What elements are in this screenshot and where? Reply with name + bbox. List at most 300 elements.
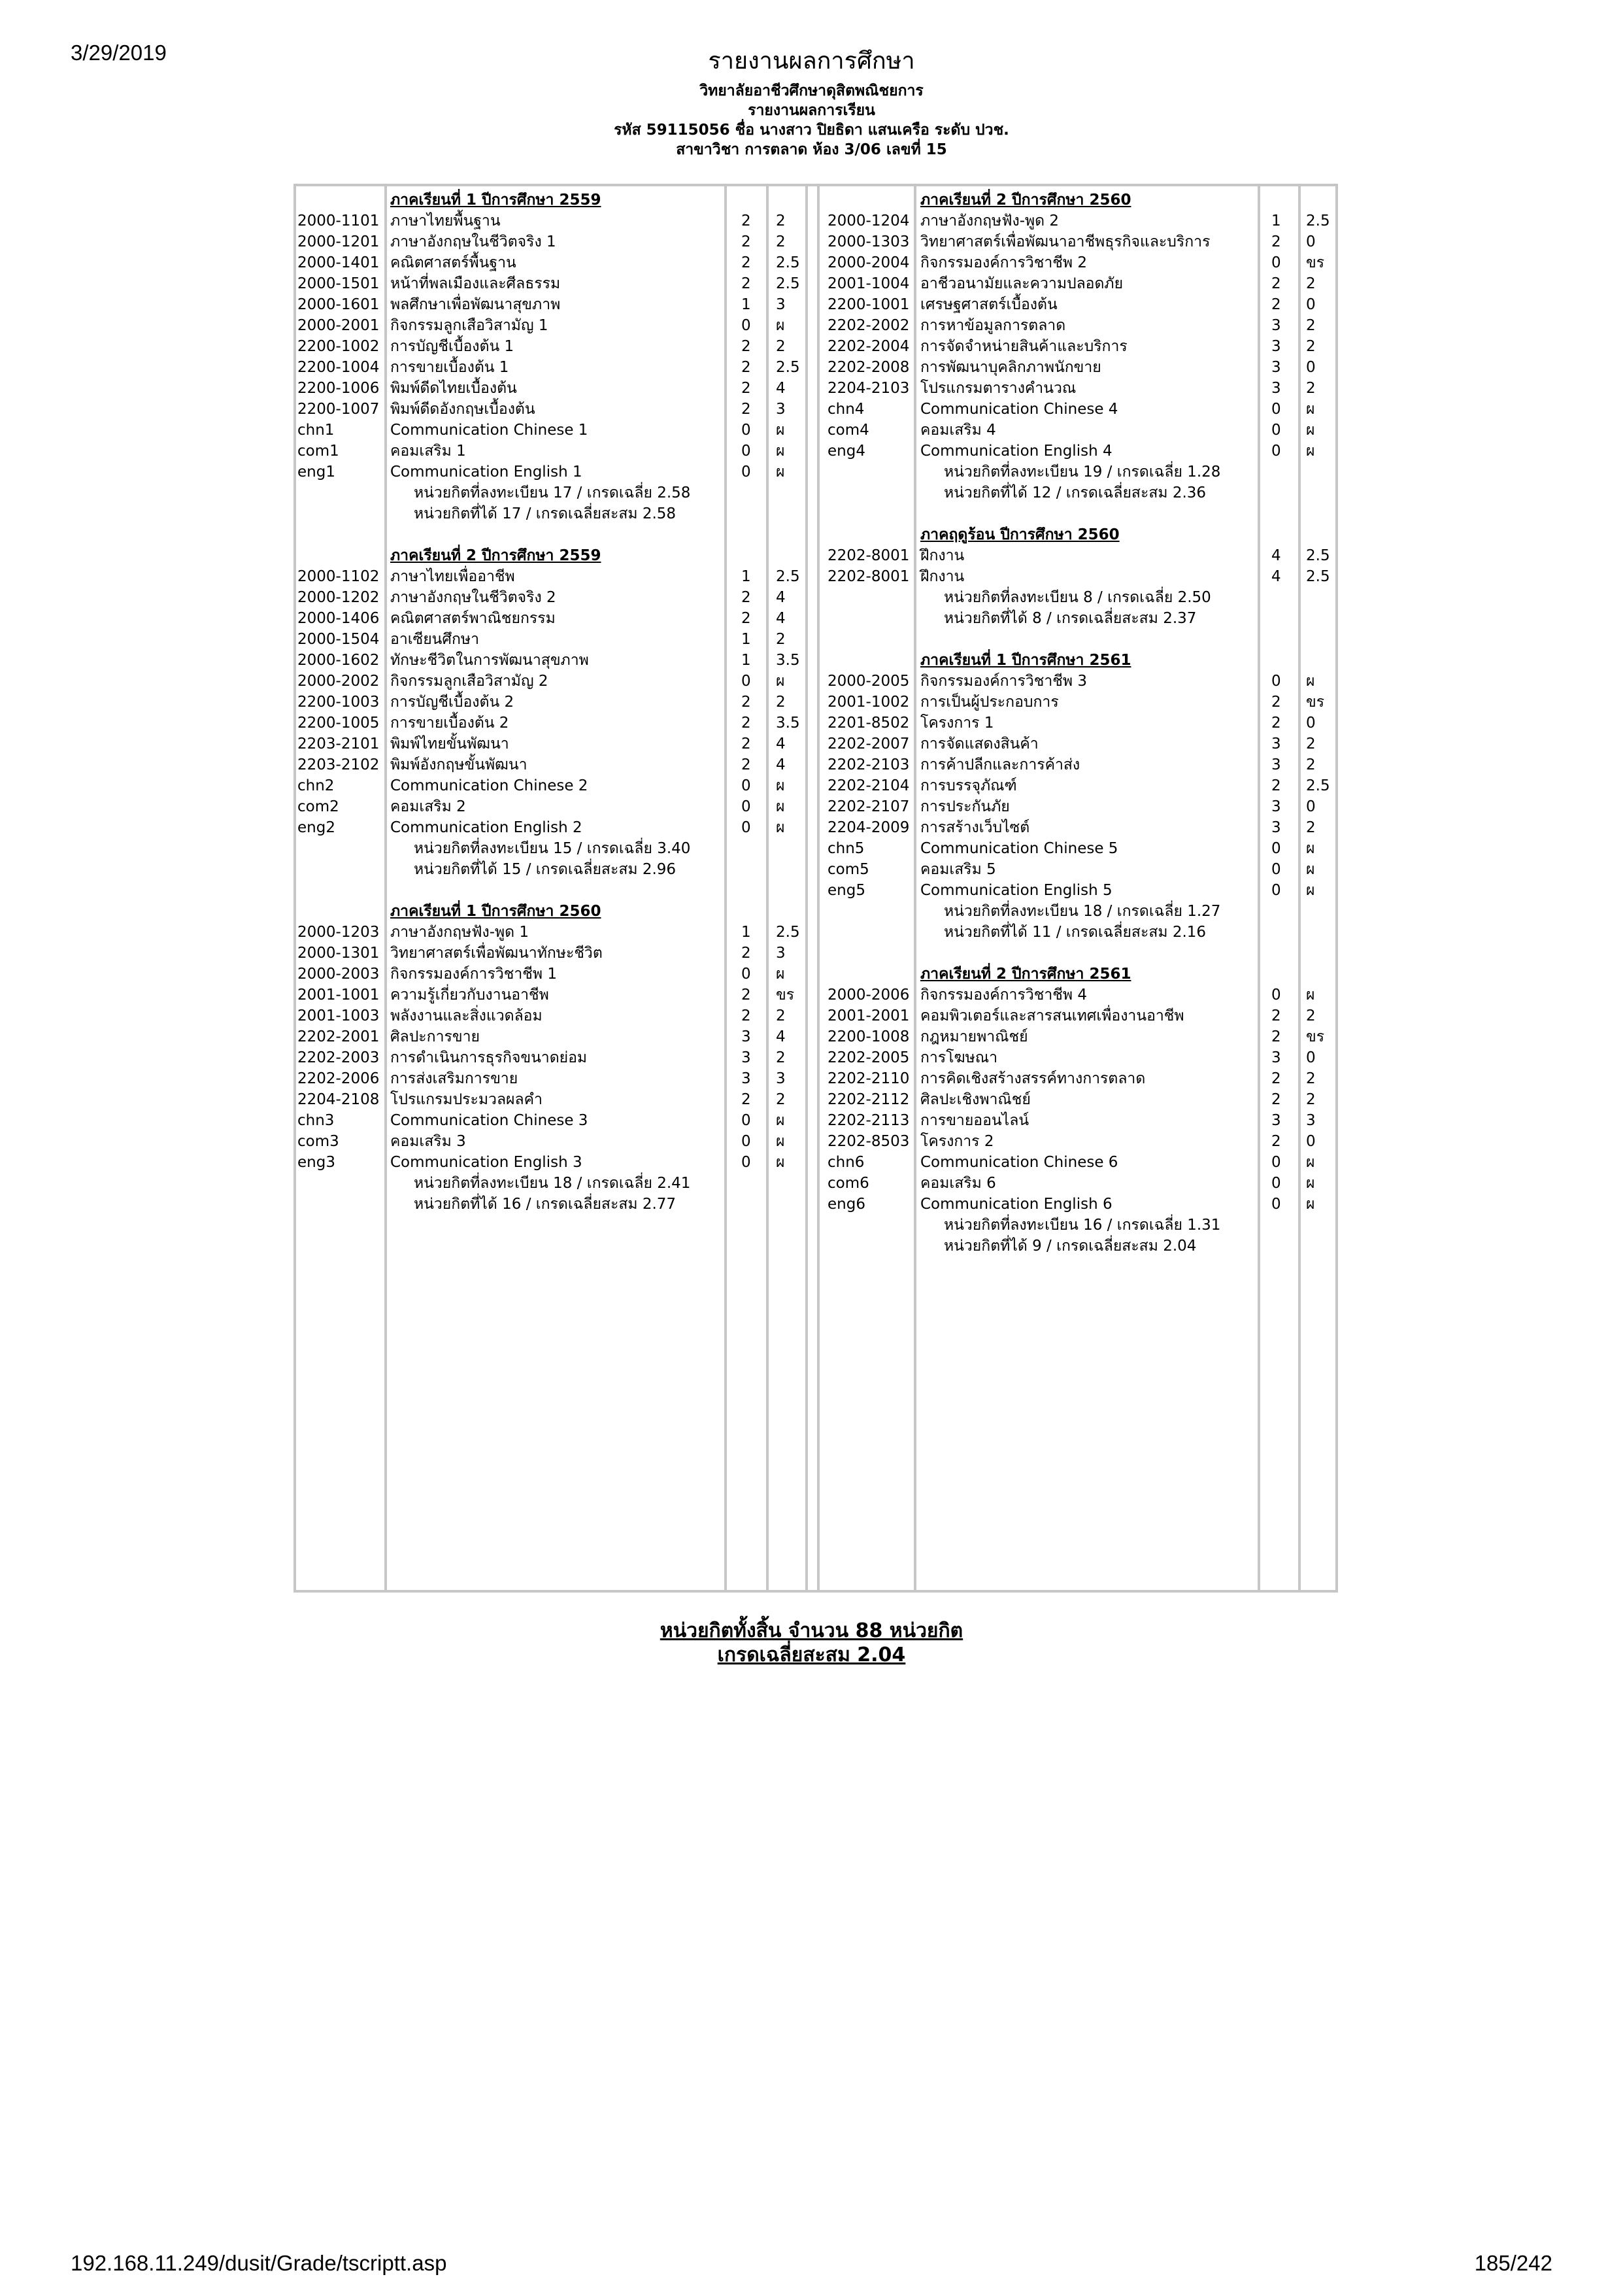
course-name: ภาษาอังกฤษฟัง-พูด 2 xyxy=(920,212,1060,229)
course-code: 2202-8503 xyxy=(828,1133,910,1150)
course-credit: 0 xyxy=(1271,401,1281,418)
course-name: Communication English 5 xyxy=(920,882,1113,899)
course-grade: ผ xyxy=(1306,861,1315,878)
semester-summary xyxy=(297,1194,807,1215)
course-code: 2203-2101 xyxy=(297,735,380,752)
course-name: Communication English 2 xyxy=(390,819,582,836)
course-row xyxy=(828,880,1337,901)
semester-summary-text: หน่วยกิตที่ได้ 17 / เกรดเฉลี่ยสะสม 2.58 xyxy=(414,505,677,522)
course-grade: 2.5 xyxy=(1306,777,1330,794)
course-credit: 2 xyxy=(1271,694,1281,711)
course-credit: 2 xyxy=(1271,1091,1281,1108)
semester-summary-text: หน่วยกิตที่ลงทะเบียน 19 / เกรดเฉลี่ย 1.28 xyxy=(944,464,1221,481)
course-row xyxy=(828,1194,1337,1215)
course-name: Communication English 3 xyxy=(390,1154,582,1171)
course-grade: 2 xyxy=(776,694,786,711)
course-grade: 0 xyxy=(1306,359,1316,376)
course-grade: ผ xyxy=(1306,987,1315,1004)
course-name: กิจกรรมองค์การวิชาชีพ 3 xyxy=(920,673,1087,690)
course-code: 2202-2008 xyxy=(828,359,910,376)
course-code: chn3 xyxy=(297,1112,335,1129)
course-grade: 2.5 xyxy=(776,275,800,292)
semester-title xyxy=(297,901,807,922)
course-code: eng6 xyxy=(828,1196,865,1213)
course-credit: 2 xyxy=(741,735,751,752)
course-code: eng1 xyxy=(297,464,335,481)
page-number: 185/242 xyxy=(1474,2251,1552,2275)
course-name: ทักษะชีวิตในการพัฒนาสุขภาพ xyxy=(390,652,589,669)
course-code: chn4 xyxy=(828,401,865,418)
course-credit: 2 xyxy=(1271,777,1281,794)
course-name: อาเซียนศึกษา xyxy=(390,631,480,648)
course-row xyxy=(297,378,807,399)
course-row xyxy=(297,943,807,964)
course-name: การขายออนไลน์ xyxy=(920,1112,1029,1129)
course-code: 2200-1008 xyxy=(828,1028,910,1045)
course-row xyxy=(828,1110,1337,1131)
course-grade: 2 xyxy=(776,233,786,250)
course-credit: 0 xyxy=(741,464,751,481)
course-name: คอมเสริม 5 xyxy=(920,861,996,878)
total-gpa: เกรดเฉลี่ยสะสม 2.04 xyxy=(717,1644,906,1666)
course-credit: 0 xyxy=(1271,422,1281,439)
course-code: 2204-2103 xyxy=(828,380,910,397)
course-name: การบัญชีเบื้องต้น 2 xyxy=(390,694,514,711)
course-name: วิทยาศาสตร์เพื่อพัฒนาทักษะชีวิต xyxy=(390,945,603,962)
course-grade: ผ xyxy=(1306,422,1315,439)
course-row xyxy=(297,231,807,252)
semester-summary xyxy=(828,462,1337,482)
course-credit: 3 xyxy=(741,1070,751,1087)
course-name: ฝึกงาน xyxy=(920,568,965,585)
semester-summary-text: หน่วยกิตที่ลงทะเบียน 8 / เกรดเฉลี่ย 2.50 xyxy=(944,589,1211,606)
course-name: การส่งเสริมการขาย xyxy=(390,1070,518,1087)
course-row xyxy=(297,1110,807,1131)
course-credit: 0 xyxy=(1271,840,1281,857)
course-code: chn1 xyxy=(297,422,335,439)
course-code: chn6 xyxy=(828,1154,865,1171)
course-row xyxy=(828,754,1337,775)
course-grade: ผ xyxy=(1306,1175,1315,1192)
course-grade: ผ xyxy=(776,798,785,815)
semester-summary xyxy=(297,838,807,859)
course-row xyxy=(297,985,807,1005)
course-row xyxy=(828,231,1337,252)
course-grade: ผ xyxy=(776,464,785,481)
course-credit: 2 xyxy=(741,212,751,229)
course-code: 2000-1501 xyxy=(297,275,380,292)
course-credit: 2 xyxy=(741,359,751,376)
course-grade: 3 xyxy=(1306,1112,1316,1129)
course-code: 2202-2004 xyxy=(828,338,910,355)
course-row xyxy=(828,315,1337,336)
course-row xyxy=(828,1131,1337,1152)
course-name: ศิลปะเชิงพาณิชย์ xyxy=(920,1091,1031,1108)
course-grade: ผ xyxy=(776,1112,785,1129)
course-code: 2202-2107 xyxy=(828,798,910,815)
semester-summary xyxy=(297,1173,807,1194)
course-name: กิจกรรมลูกเสือวิสามัญ 2 xyxy=(390,673,548,690)
course-code: 2001-1004 xyxy=(828,275,910,292)
course-credit: 0 xyxy=(741,819,751,836)
course-credit: 2 xyxy=(1271,1133,1281,1150)
col-divider xyxy=(817,184,820,1593)
report-name: รายงานผลการเรียน xyxy=(748,102,875,119)
course-name: กิจกรรมลูกเสือวิสามัญ 1 xyxy=(390,317,548,334)
student-info: รหัส 59115056 ชื่อ นางสาว ปิยธิดา แสนเครือ ระดับ ปวช. xyxy=(614,122,1009,139)
course-grade: 2.5 xyxy=(776,359,800,376)
course-grade: 4 xyxy=(776,756,786,773)
course-grade: 2.5 xyxy=(1306,568,1330,585)
course-name: กิจกรรมองค์การวิชาชีพ 2 xyxy=(920,254,1087,271)
course-code: 2000-2003 xyxy=(297,966,380,983)
course-grade: 0 xyxy=(1306,1133,1316,1150)
semester-title-text: ภาคเรียนที่ 1 ปีการศึกษา 2561 xyxy=(920,652,1131,669)
course-grade: 4 xyxy=(776,589,786,606)
course-grade: 2.5 xyxy=(1306,212,1330,229)
course-code: 2201-8502 xyxy=(828,715,910,732)
course-code: chn2 xyxy=(297,777,335,794)
course-grade: 0 xyxy=(1306,798,1316,815)
course-name: พิมพ์ดีดไทยเบื้องต้น xyxy=(390,380,517,397)
spacer xyxy=(297,880,807,901)
course-grade: 0 xyxy=(1306,233,1316,250)
course-row xyxy=(297,252,807,273)
semester-title-text: ภาคฤดูร้อน ปีการศึกษา 2560 xyxy=(920,526,1120,543)
course-code: com3 xyxy=(297,1133,339,1150)
semester-summary xyxy=(828,1236,1337,1257)
course-code: eng5 xyxy=(828,882,865,899)
course-grade: ผ xyxy=(776,422,785,439)
course-code: com6 xyxy=(828,1175,869,1192)
course-name: Communication Chinese 2 xyxy=(390,777,588,794)
course-grade: ผ xyxy=(776,1133,785,1150)
course-name: ศิลปะการขาย xyxy=(390,1028,480,1045)
course-code: 2203-2102 xyxy=(297,756,380,773)
course-code: 2202-2001 xyxy=(297,1028,380,1045)
course-row xyxy=(828,273,1337,294)
course-grade: 2 xyxy=(776,1007,786,1024)
course-row xyxy=(297,922,807,943)
course-grade: ผ xyxy=(776,443,785,460)
course-code: 2202-2110 xyxy=(828,1070,910,1087)
course-code: 2000-1303 xyxy=(828,233,910,250)
course-row xyxy=(297,650,807,671)
course-name: การคิดเชิงสร้างสรรค์ทางการตลาด xyxy=(920,1070,1146,1087)
course-credit: 2 xyxy=(741,756,751,773)
course-credit: 2 xyxy=(741,715,751,732)
spacer xyxy=(828,503,1337,524)
course-credit: 0 xyxy=(741,1133,751,1150)
course-code: 2000-2001 xyxy=(297,317,380,334)
course-code: 2000-1301 xyxy=(297,945,380,962)
course-name: Communication Chinese 3 xyxy=(390,1112,588,1129)
course-grade: 2 xyxy=(1306,1091,1316,1108)
course-name: พิมพ์ดีดอังกฤษเบื้องต้น xyxy=(390,401,535,418)
course-credit: 4 xyxy=(1271,568,1281,585)
course-code: 2001-1001 xyxy=(297,987,380,1004)
course-grade: 2 xyxy=(1306,380,1316,397)
course-credit: 3 xyxy=(1271,819,1281,836)
course-grade: 2.5 xyxy=(776,254,800,271)
course-credit: 2 xyxy=(741,401,751,418)
course-row xyxy=(297,692,807,713)
course-row xyxy=(828,1089,1337,1110)
course-grade: 3 xyxy=(776,296,786,313)
course-credit: 0 xyxy=(1271,987,1281,1004)
course-credit: 3 xyxy=(741,1028,751,1045)
course-row xyxy=(297,796,807,817)
course-code: com2 xyxy=(297,798,339,815)
course-row xyxy=(297,1131,807,1152)
course-name: คอมเสริม 4 xyxy=(920,422,996,439)
semester-title-text: ภาคเรียนที่ 1 ปีการศึกษา 2560 xyxy=(390,903,601,920)
course-code: 2000-1202 xyxy=(297,589,380,606)
course-row xyxy=(828,336,1337,357)
course-grade: 2 xyxy=(776,631,786,648)
course-row xyxy=(297,1026,807,1047)
course-name: การเป็นผู้ประกอบการ xyxy=(920,694,1059,711)
course-name: โครงการ 2 xyxy=(920,1133,994,1150)
course-row xyxy=(297,399,807,420)
course-row xyxy=(297,629,807,650)
semester-summary-text: หน่วยกิตที่ได้ 12 / เกรดเฉลี่ยสะสม 2.36 xyxy=(944,484,1207,501)
course-grade: 2.5 xyxy=(776,568,800,585)
course-row xyxy=(297,713,807,734)
course-row xyxy=(297,315,807,336)
course-grade: 2.5 xyxy=(776,924,800,941)
course-code: 2000-1102 xyxy=(297,568,380,585)
course-name: การพัฒนาบุคลิกภาพนักขาย xyxy=(920,359,1101,376)
course-code: 2202-2103 xyxy=(828,756,910,773)
semester-title-text: ภาคเรียนที่ 2 ปีการศึกษา 2560 xyxy=(920,192,1131,209)
course-grade: 4 xyxy=(776,610,786,627)
course-name: Communication English 1 xyxy=(390,464,582,481)
course-row xyxy=(828,399,1337,420)
course-credit: 2 xyxy=(1271,233,1281,250)
course-credit: 0 xyxy=(741,777,751,794)
course-code: 2202-2002 xyxy=(828,317,910,334)
course-code: 2200-1005 xyxy=(297,715,380,732)
course-credit: 0 xyxy=(741,673,751,690)
course-row xyxy=(828,252,1337,273)
course-credit: 2 xyxy=(741,380,751,397)
course-credit: 0 xyxy=(1271,861,1281,878)
course-row xyxy=(297,211,807,231)
course-name: คอมเสริม 3 xyxy=(390,1133,466,1150)
course-grade: ผ xyxy=(1306,401,1315,418)
course-credit: 2 xyxy=(741,233,751,250)
course-row xyxy=(828,441,1337,462)
course-row xyxy=(297,1047,807,1068)
course-code: 2202-2104 xyxy=(828,777,910,794)
course-row xyxy=(828,1068,1337,1089)
course-row xyxy=(828,692,1337,713)
course-code: 2000-2002 xyxy=(297,673,380,690)
semester-summary xyxy=(828,608,1337,629)
course-grade: ผ xyxy=(1306,1196,1315,1213)
course-credit: 0 xyxy=(741,966,751,983)
course-row xyxy=(297,734,807,754)
course-credit: 3 xyxy=(1271,735,1281,752)
course-credit: 0 xyxy=(1271,1154,1281,1171)
course-credit: 1 xyxy=(741,652,751,669)
course-credit: 2 xyxy=(741,338,751,355)
course-credit: 0 xyxy=(1271,443,1281,460)
course-credit: 0 xyxy=(1271,673,1281,690)
course-credit: 2 xyxy=(741,945,751,962)
course-name: Communication Chinese 5 xyxy=(920,840,1118,857)
course-code: 2000-1101 xyxy=(297,212,380,229)
course-grade: 3 xyxy=(776,401,786,418)
course-name: Communication English 4 xyxy=(920,443,1113,460)
course-credit: 2 xyxy=(741,694,751,711)
course-credit: 3 xyxy=(1271,380,1281,397)
course-credit: 3 xyxy=(741,1049,751,1066)
course-credit: 1 xyxy=(1271,212,1281,229)
semester-summary xyxy=(297,859,807,880)
course-credit: 0 xyxy=(741,1154,751,1171)
course-grade: 2 xyxy=(1306,338,1316,355)
course-name: ภาษาอังกฤษฟัง-พูด 1 xyxy=(390,924,529,941)
semester-summary-text: หน่วยกิตที่ลงทะเบียน 18 / เกรดเฉลี่ย 2.41 xyxy=(414,1175,691,1192)
course-name: กิจกรรมองค์การวิชาชีพ 1 xyxy=(390,966,557,983)
right-column xyxy=(828,190,1337,1257)
course-credit: 0 xyxy=(1271,1196,1281,1213)
semester-summary-text: หน่วยกิตที่ได้ 15 / เกรดเฉลี่ยสะสม 2.96 xyxy=(414,861,677,878)
semester-summary-text: หน่วยกิตที่ได้ 8 / เกรดเฉลี่ยสะสม 2.37 xyxy=(944,610,1197,627)
course-row xyxy=(828,294,1337,315)
left-column xyxy=(297,190,807,1215)
course-name: การจัดจำหน่ายสินค้าและบริการ xyxy=(920,338,1128,355)
semester-summary xyxy=(828,922,1337,943)
course-code: 2200-1001 xyxy=(828,296,910,313)
course-code: 2200-1004 xyxy=(297,359,380,376)
course-code: 2202-2003 xyxy=(297,1049,380,1066)
course-code: 2202-8001 xyxy=(828,568,910,585)
course-grade: 2 xyxy=(1306,317,1316,334)
course-credit: 0 xyxy=(1271,254,1281,271)
course-grade: ขร xyxy=(1306,1028,1325,1045)
course-row xyxy=(828,1173,1337,1194)
course-credit: 0 xyxy=(741,798,751,815)
course-code: 2202-2112 xyxy=(828,1091,910,1108)
semester-title xyxy=(828,964,1337,985)
course-grade: 2 xyxy=(776,338,786,355)
course-credit: 2 xyxy=(1271,296,1281,313)
course-credit: 2 xyxy=(741,987,751,1004)
course-name: การประกันภัย xyxy=(920,798,1010,815)
course-code: 2000-1401 xyxy=(297,254,380,271)
course-credit: 3 xyxy=(1271,338,1281,355)
course-name: การสร้างเว็บไซต์ xyxy=(920,819,1030,836)
course-name: Communication Chinese 6 xyxy=(920,1154,1118,1171)
semester-title xyxy=(828,650,1337,671)
course-grade: 4 xyxy=(776,1028,786,1045)
course-name: คอมเสริม 6 xyxy=(920,1175,996,1192)
course-row xyxy=(828,420,1337,441)
course-credit: 1 xyxy=(741,631,751,648)
course-row xyxy=(297,754,807,775)
semester-summary xyxy=(297,482,807,503)
course-code: 2000-1601 xyxy=(297,296,380,313)
course-code: 2200-1006 xyxy=(297,380,380,397)
semester-title-text: ภาคเรียนที่ 2 ปีการศึกษา 2561 xyxy=(920,966,1131,983)
course-grade: ผ xyxy=(1306,673,1315,690)
course-grade: ผ xyxy=(776,966,785,983)
course-code: 2000-1203 xyxy=(297,924,380,941)
course-name: พลังงานและสิ่งแวดล้อม xyxy=(390,1007,543,1024)
major-info: สาขาวิชา การตลาด ห้อง 3/06 เลขที่ 15 xyxy=(676,141,947,158)
page-url: 192.168.11.249/dusit/Grade/tscriptt.asp xyxy=(71,2251,447,2275)
course-code: 2001-1003 xyxy=(297,1007,380,1024)
course-code: com4 xyxy=(828,422,869,439)
semester-summary-text: หน่วยกิตที่ลงทะเบียน 17 / เกรดเฉลี่ย 2.58 xyxy=(414,484,691,501)
course-grade: ผ xyxy=(776,1154,785,1171)
course-grade: ขร xyxy=(1306,694,1325,711)
course-code: eng2 xyxy=(297,819,335,836)
course-credit: 1 xyxy=(741,924,751,941)
course-name: การบรรจุภัณฑ์ xyxy=(920,777,1017,794)
course-row xyxy=(828,796,1337,817)
course-row xyxy=(828,985,1337,1005)
course-code: 2202-8001 xyxy=(828,547,910,564)
course-code: 2200-1007 xyxy=(297,401,380,418)
course-grade: ผ xyxy=(776,777,785,794)
course-grade: 3.5 xyxy=(776,652,800,669)
course-row xyxy=(297,294,807,315)
course-row xyxy=(828,1047,1337,1068)
semester-title xyxy=(297,545,807,566)
semester-title-text: ภาคเรียนที่ 2 ปีการศึกษา 2559 xyxy=(390,547,601,564)
total-credits: หน่วยกิตทั้งสิ้น จำนวน 88 หน่วยกิต xyxy=(660,1619,963,1642)
course-grade: 2 xyxy=(776,1091,786,1108)
course-name: เศรษฐศาสตร์เบื้องต้น xyxy=(920,296,1058,313)
course-credit: 2 xyxy=(741,1091,751,1108)
course-name: Communication Chinese 1 xyxy=(390,422,588,439)
course-credit: 3 xyxy=(1271,798,1281,815)
course-grade: 0 xyxy=(1306,296,1316,313)
course-code: 2202-2113 xyxy=(828,1112,910,1129)
course-credit: 3 xyxy=(1271,1049,1281,1066)
course-name: กิจกรรมองค์การวิชาชีพ 4 xyxy=(920,987,1087,1004)
course-name: ภาษาไทยเพื่ออาชีพ xyxy=(390,568,515,585)
course-name: การค้าปลีกและการค้าส่ง xyxy=(920,756,1080,773)
course-credit: 2 xyxy=(1271,715,1281,732)
course-code: chn5 xyxy=(828,840,865,857)
course-credit: 1 xyxy=(741,568,751,585)
course-grade: 2 xyxy=(1306,275,1316,292)
course-row xyxy=(828,775,1337,796)
print-date: 3/29/2019 xyxy=(71,41,167,65)
course-name: พลศึกษาเพื่อพัฒนาสุขภาพ xyxy=(390,296,561,313)
course-row xyxy=(828,357,1337,378)
course-grade: ขร xyxy=(776,987,795,1004)
course-row xyxy=(297,817,807,838)
course-row xyxy=(297,1005,807,1026)
course-row xyxy=(297,336,807,357)
semester-summary-text: หน่วยกิตที่ได้ 16 / เกรดเฉลี่ยสะสม 2.77 xyxy=(414,1196,677,1213)
course-row xyxy=(828,211,1337,231)
semester-summary-text: หน่วยกิตที่ได้ 9 / เกรดเฉลี่ยสะสม 2.04 xyxy=(944,1238,1197,1255)
course-row xyxy=(297,273,807,294)
course-grade: 2 xyxy=(776,1049,786,1066)
course-grade: 3 xyxy=(776,945,786,962)
course-code: 2200-1002 xyxy=(297,338,380,355)
course-row xyxy=(828,838,1337,859)
course-grade: 2 xyxy=(1306,1007,1316,1024)
course-code: 2202-2006 xyxy=(297,1070,380,1087)
